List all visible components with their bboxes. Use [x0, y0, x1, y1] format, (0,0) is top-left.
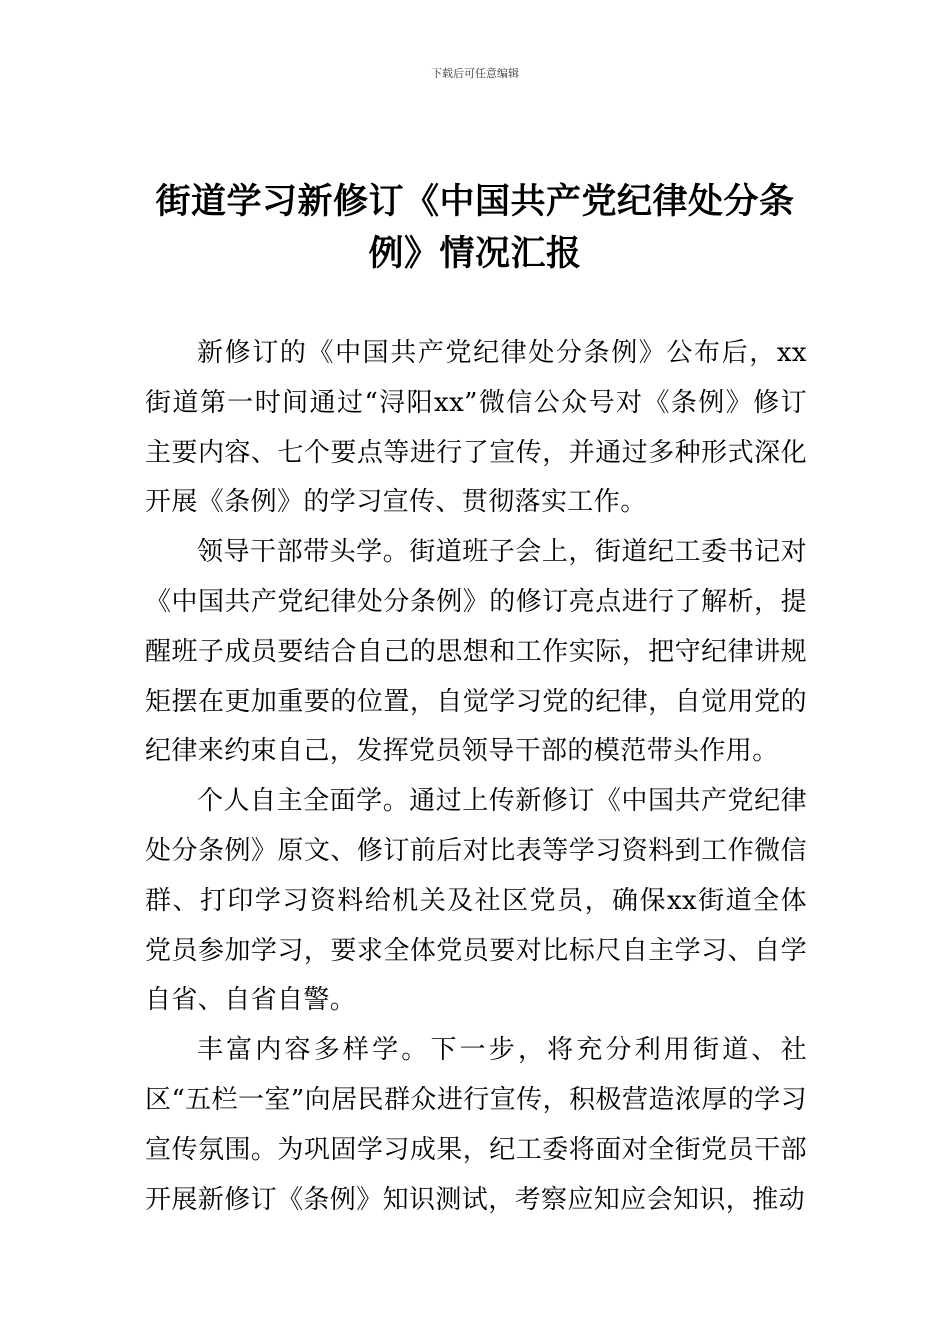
paragraph-self-study: 个人自主全面学。通过上传新修订《中国共产党纪律处分条例》原文、修订前后对比表等学习资料到工作微信群、打印学习资料给机关及社区党员，确保xx街道全体党员参加学习，要求全体党员要对比标尺自主学习、自学自省、自省自警。	[145, 786, 807, 1016]
paragraph-diverse-study: 丰富内容多样学。下一步，将充分利用街道、社区“五栏一室”向居民群众进行宣传，积极营造浓厚的学习宣传氛围。为巩固学习成果，纪工委将面对全街党员干部开展新修订《条例》知识测试，考察应知应会知识，推动	[145, 1035, 807, 1215]
paragraph-intro: 新修订的《中国共产党纪律处分条例》公布后，xx街道第一时间通过“浔阳xx”微信公众号对《条例》修订主要内容、七个要点等进行了宣传，并通过多种形式深化开展《条例》的学习宣传、贯彻落实工作。	[145, 338, 807, 518]
document-body	[145, 329, 807, 1225]
document-title: 街道学习新修订《中国共产党纪律处分条例》情况汇报	[155, 182, 795, 274]
header-note: 下载后可任意编辑	[431, 67, 519, 80]
paragraph-leaders: 领导干部带头学。街道班子会上，街道纪工委书记对《中国共产党纪律处分条例》的修订亮点进行了解析，提醒班子成员要结合自己的思想和工作实际，把守纪律讲规矩摆在更加重要的位置，自觉学习党的纪律，自觉用党的纪律来约束自己，发挥党员领导干部的模范带头作用。	[145, 537, 807, 767]
